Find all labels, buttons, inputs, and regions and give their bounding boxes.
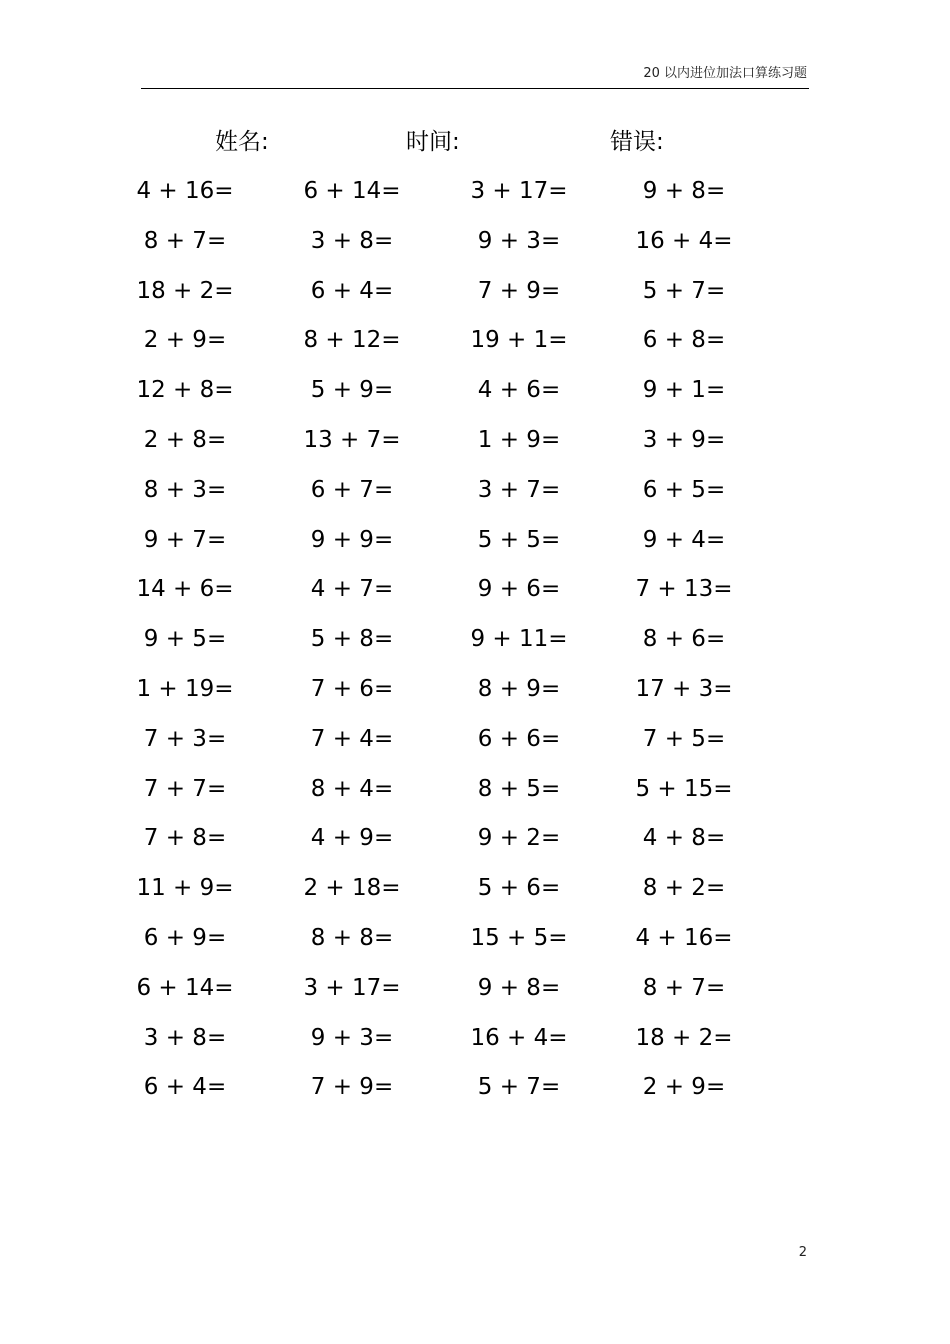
addition-problem: 16 + 4=: [470, 1024, 568, 1051]
addition-problem: 8 + 4=: [310, 775, 394, 802]
addition-problem: 9 + 8=: [477, 974, 561, 1001]
addition-problem: 5 + 9=: [310, 377, 394, 404]
addition-problem: 5 + 7=: [642, 277, 726, 304]
addition-problem: 4 + 8=: [642, 825, 726, 852]
problem-row: [0, 970, 950, 1020]
addition-problem: 3 + 17=: [470, 178, 568, 204]
addition-problem: 9 + 9=: [310, 526, 394, 553]
addition-problem: 18 + 2=: [136, 277, 234, 304]
addition-problem: 5 + 8=: [310, 626, 394, 653]
addition-problem: 3 + 9=: [642, 426, 726, 453]
problem-row: [0, 771, 950, 821]
problem-row: [0, 422, 950, 472]
addition-problem: 8 + 3=: [143, 476, 227, 503]
addition-problem: 5 + 7=: [477, 1074, 561, 1101]
addition-problem: 12 + 8=: [136, 377, 234, 404]
addition-problem: 6 + 14=: [303, 178, 401, 204]
addition-problem: 8 + 5=: [477, 775, 561, 802]
problem-grid: [0, 173, 950, 1119]
problem-row: [0, 870, 950, 920]
errors-label: 错误:: [610, 129, 664, 155]
student-info-row: [0, 126, 950, 158]
problem-row: [0, 223, 950, 273]
problem-row: [0, 671, 950, 721]
addition-problem: 11 + 9=: [136, 875, 234, 902]
addition-problem: 8 + 6=: [642, 626, 726, 653]
addition-problem: 6 + 7=: [310, 476, 394, 503]
addition-problem: 6 + 8=: [642, 327, 726, 354]
addition-problem: 5 + 5=: [477, 526, 561, 553]
addition-problem: 3 + 7=: [477, 476, 561, 503]
addition-problem: 9 + 4=: [642, 526, 726, 553]
header-divider: [141, 88, 809, 89]
problem-row: [0, 571, 950, 621]
addition-problem: 2 + 9=: [143, 327, 227, 354]
page-number: 2: [798, 1245, 807, 1260]
addition-problem: 3 + 8=: [143, 1024, 227, 1051]
addition-problem: 9 + 5=: [143, 626, 227, 653]
addition-problem: 1 + 19=: [136, 675, 234, 702]
addition-problem: 4 + 6=: [477, 377, 561, 404]
addition-problem: 19 + 1=: [470, 327, 568, 354]
addition-problem: 7 + 4=: [310, 725, 394, 752]
problem-row: [0, 472, 950, 522]
addition-problem: 2 + 9=: [642, 1074, 726, 1101]
addition-problem: 6 + 14=: [136, 974, 234, 1001]
addition-problem: 9 + 6=: [477, 576, 561, 603]
problem-row: [0, 322, 950, 372]
addition-problem: 7 + 7=: [143, 775, 227, 802]
addition-problem: 4 + 16=: [635, 924, 733, 951]
addition-problem: 15 + 5=: [470, 924, 568, 951]
addition-problem: 3 + 8=: [310, 227, 394, 254]
addition-problem: 8 + 2=: [642, 875, 726, 902]
addition-problem: 3 + 17=: [303, 974, 401, 1001]
problem-row: [0, 173, 950, 223]
problem-row: [0, 1069, 950, 1119]
addition-problem: 7 + 13=: [635, 576, 733, 603]
problem-row: [0, 522, 950, 572]
addition-problem: 6 + 5=: [642, 476, 726, 503]
addition-problem: 16 + 4=: [635, 227, 733, 254]
addition-problem: 6 + 9=: [143, 924, 227, 951]
addition-problem: 6 + 4=: [143, 1074, 227, 1101]
addition-problem: 1 + 9=: [477, 426, 561, 453]
addition-problem: 6 + 4=: [310, 277, 394, 304]
addition-problem: 8 + 9=: [477, 675, 561, 702]
addition-problem: 7 + 5=: [642, 725, 726, 752]
addition-problem: 9 + 11=: [470, 626, 568, 653]
problem-row: [0, 920, 950, 970]
page-header-title: 20 以内进位加法口算练习题: [643, 66, 807, 81]
addition-problem: 14 + 6=: [136, 576, 234, 603]
name-label: 姓名:: [215, 129, 269, 155]
addition-problem: 9 + 3=: [477, 227, 561, 254]
addition-problem: 4 + 16=: [136, 178, 234, 204]
addition-problem: 9 + 2=: [477, 825, 561, 852]
addition-problem: 8 + 7=: [642, 974, 726, 1001]
addition-problem: 2 + 8=: [143, 426, 227, 453]
addition-problem: 8 + 7=: [143, 227, 227, 254]
addition-problem: 7 + 9=: [477, 277, 561, 304]
addition-problem: 13 + 7=: [303, 426, 401, 453]
addition-problem: 4 + 9=: [310, 825, 394, 852]
problem-row: [0, 372, 950, 422]
addition-problem: 4 + 7=: [310, 576, 394, 603]
addition-problem: 7 + 6=: [310, 675, 394, 702]
addition-problem: 5 + 15=: [635, 775, 733, 802]
time-label: 时间:: [406, 129, 460, 155]
problem-row: [0, 273, 950, 323]
addition-problem: 9 + 8=: [642, 178, 726, 204]
addition-problem: 8 + 12=: [303, 327, 401, 354]
addition-problem: 9 + 1=: [642, 377, 726, 404]
addition-problem: 9 + 7=: [143, 526, 227, 553]
addition-problem: 6 + 6=: [477, 725, 561, 752]
addition-problem: 5 + 6=: [477, 875, 561, 902]
addition-problem: 7 + 8=: [143, 825, 227, 852]
addition-problem: 2 + 18=: [303, 875, 401, 902]
addition-problem: 8 + 8=: [310, 924, 394, 951]
problem-row: [0, 621, 950, 671]
problem-row: [0, 1020, 950, 1070]
addition-problem: 17 + 3=: [635, 675, 733, 702]
problem-row: [0, 721, 950, 771]
problem-row: [0, 820, 950, 870]
addition-problem: 7 + 9=: [310, 1074, 394, 1101]
addition-problem: 9 + 3=: [310, 1024, 394, 1051]
addition-problem: 7 + 3=: [143, 725, 227, 752]
addition-problem: 18 + 2=: [635, 1024, 733, 1051]
